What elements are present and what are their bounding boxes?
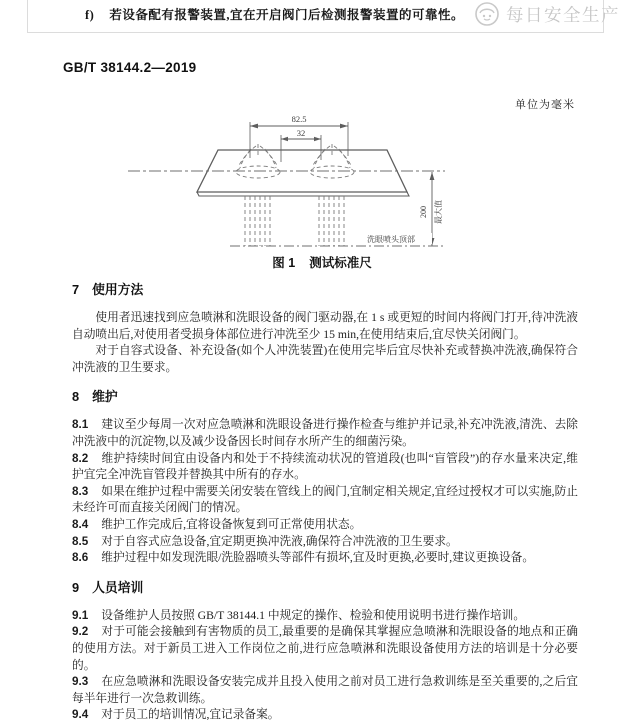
top-note-label: f) <box>85 8 95 22</box>
clause-9-2 <box>72 624 578 674</box>
clause-number: 9.1 <box>72 608 89 622</box>
section-number: 9 <box>72 579 80 595</box>
clause-number: 9.4 <box>72 708 89 722</box>
dim-height-label: 最大值 <box>434 200 443 224</box>
clause-9-4 <box>72 707 578 724</box>
clause-number: 8.4 <box>72 517 89 531</box>
clause-8-3 <box>72 484 578 517</box>
brand-icon <box>474 1 500 27</box>
dim-inner-value: 32 <box>296 128 306 138</box>
datum-label: 洗眼喷头顶部 <box>367 235 415 244</box>
top-note-text: 若设备配有报警装置,宜在开启阀门后检测报警装置的可靠性。 <box>109 8 464 22</box>
arrow-icon <box>314 137 321 141</box>
section-9-heading <box>72 580 578 596</box>
arrow-icon <box>281 137 288 141</box>
figure-caption <box>0 253 644 271</box>
figure-caption-title: 测试标准尺 <box>309 256 372 270</box>
paragraph: 使用者迅速找到应急喷淋和洗眼设备的阀门驱动器,在 1 s 或更短的时间内将阀门打开,待冲洗液自动喷出后,对使用者受损身体部位进行冲洗至少 15 min,在使用结束后,宜尽快关闭阀门。 <box>72 311 578 341</box>
section-number: 8 <box>72 389 80 405</box>
watermark-text: 每日安全生产 <box>506 4 620 25</box>
paragraph: 对于自容式设备、补充设备(如个人冲洗装置)在使用完毕后宜尽快补充或替换冲洗液,确保符合冲洗液的卫生要求。 <box>72 344 578 374</box>
dim-height-value: 200 <box>419 206 428 218</box>
clause-number: 9.3 <box>72 675 89 689</box>
arrow-icon <box>430 172 435 180</box>
clause-text: 维护工作完成后,宜将设备恢复到可正常使用状态。 <box>101 517 362 531</box>
clause-number: 8.2 <box>72 451 89 465</box>
arrow-icon <box>340 124 348 129</box>
watermark <box>474 1 620 27</box>
clause-8-4 <box>72 517 578 534</box>
section-8-heading <box>72 389 578 405</box>
clause-text: 对于可能会接触到有害物质的员工,最重要的是确保其掌握应急喷淋和洗眼设备的地点和正确的使用方法。对于新员工进入工作岗位之前,进行应急喷淋和洗眼设备使用方法的培训是十分必要的。 <box>72 625 578 672</box>
clause-8-6 <box>72 550 578 567</box>
clause-8-2 <box>72 451 578 484</box>
doc-number: GB/T 38144.2—2019 <box>63 60 197 75</box>
clause-9-3 <box>72 674 578 707</box>
figure-caption-label: 图 1 <box>272 256 296 270</box>
clause-text: 维护过程中如发现洗眼/洗脸器喷头等部件有损坏,宜及时更换,必要时,建议更换设备。 <box>101 551 535 565</box>
clause-number: 8.6 <box>72 551 89 565</box>
section-title: 使用方法 <box>92 282 144 297</box>
clause-8-5 <box>72 534 578 551</box>
section-number: 7 <box>72 282 80 297</box>
clause-text: 维护持续时间宜由设备内和处于不持续流动状况的管道段(也叫“盲管段”)的存水量来决定,维护宜完全冲洗盲管段并替换其中所有的存水。 <box>72 451 578 482</box>
section-title: 维护 <box>92 389 118 405</box>
clause-text: 建议至少每周一次对应急喷淋和洗眼设备进行操作检查与维护并记录,补充冲洗液,清洗、去除冲洗液中的沉淀物,以及减少设备因长时间存水所产生的细菌污染。 <box>72 418 578 448</box>
document-body <box>72 282 578 724</box>
clause-text: 在应急喷淋和洗眼设备安装完成并且投入使用之前对员工进行急救训练是至关重要的,之后宜每半年进行一次急救训练。 <box>72 675 578 705</box>
arrow-icon <box>250 124 258 129</box>
clause-text: 对于自容式应急设备,宜定期更换冲洗液,确保符合冲洗液的卫生要求。 <box>101 534 458 548</box>
clause-text: 设备维护人员按照 GB/T 38144.1 中规定的操作、检验和使用说明书进行操作培训。 <box>101 608 526 622</box>
clause-text: 对于员工的培训情况,宜记录备案。 <box>101 708 280 722</box>
section-7-heading <box>72 282 578 298</box>
right-stream-bundle <box>319 196 344 246</box>
clause-number: 8.3 <box>72 484 89 498</box>
figure-test-gauge <box>110 100 470 260</box>
left-stream-bundle <box>245 196 270 246</box>
clause-8-1 <box>72 417 578 450</box>
clause-number: 8.5 <box>72 534 89 548</box>
unit-note: 单位为毫米 <box>515 99 575 111</box>
clause-text: 如果在维护过程中需要关闭安装在管线上的阀门,宜制定相关规定,宜经过授权才可以实施,防止未经许可而直接关闭阀门的情况。 <box>72 484 578 515</box>
dim-outer-value: 82.5 <box>291 114 307 124</box>
top-note <box>85 5 464 23</box>
clause-number: 8.1 <box>72 418 89 432</box>
clause-number: 9.2 <box>72 625 89 639</box>
clause-9-1 <box>72 608 578 625</box>
section-title: 人员培训 <box>92 579 144 595</box>
